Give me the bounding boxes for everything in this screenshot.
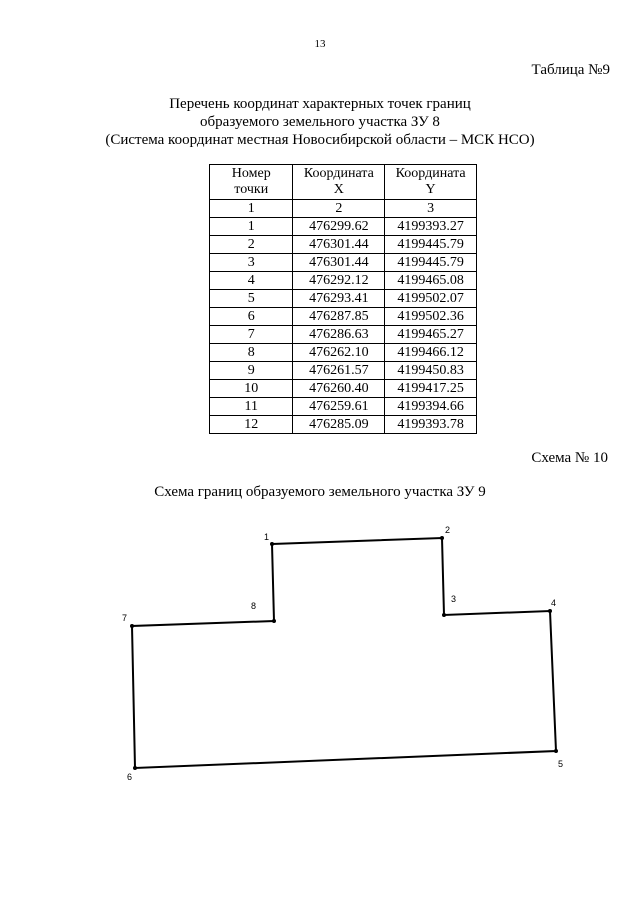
table-row <box>210 218 477 236</box>
vertex-point <box>442 613 446 617</box>
table-row <box>210 272 477 290</box>
vertex-label: 1 <box>264 532 270 542</box>
point-number-cell: 9 <box>210 362 293 380</box>
coordinate-x-cell: 476292.12 <box>293 272 385 290</box>
table-title-line: (Система координат местная Новосибирской области – МСК НСО) <box>105 132 535 148</box>
coordinate-x-cell: 476286.63 <box>293 326 385 344</box>
coordinate-y-cell: 4199450.83 <box>385 362 477 380</box>
vertex-label: 4 <box>551 598 557 608</box>
vertex-point <box>133 766 137 770</box>
coordinate-x-cell: 476260.40 <box>293 380 385 398</box>
table-row <box>210 362 477 380</box>
table-index-row <box>210 200 477 218</box>
vertex-point <box>440 536 444 540</box>
vertex-point <box>270 542 274 546</box>
table-title <box>0 95 640 149</box>
point-number-cell: 11 <box>210 398 293 416</box>
table-row <box>210 308 477 326</box>
point-number-cell: 8 <box>210 344 293 362</box>
vertex-point <box>554 749 558 753</box>
vertex-label: 3 <box>451 594 457 604</box>
header-coordinate-y: Координата Y <box>385 165 477 200</box>
vertex-label: 5 <box>558 759 564 769</box>
table-header-row <box>210 165 477 200</box>
point-number-cell: 10 <box>210 380 293 398</box>
index-cell: 1 <box>210 200 293 218</box>
coordinate-y-cell: 4199465.08 <box>385 272 477 290</box>
coordinate-x-cell: 476299.62 <box>293 218 385 236</box>
table-title-line: образуемого земельного участка ЗУ 8 <box>200 114 440 130</box>
point-number-cell: 12 <box>210 416 293 434</box>
table-row <box>210 326 477 344</box>
point-number-cell: 3 <box>210 254 293 272</box>
coordinate-y-cell: 4199417.25 <box>385 380 477 398</box>
index-cell: 2 <box>293 200 385 218</box>
page-number: 13 <box>314 38 326 50</box>
point-number-cell: 1 <box>210 218 293 236</box>
coordinate-y-cell: 4199502.07 <box>385 290 477 308</box>
coordinate-x-cell: 476261.57 <box>293 362 385 380</box>
vertex-point <box>548 609 552 613</box>
table-row <box>210 344 477 362</box>
coordinates-table <box>209 164 477 434</box>
coordinate-y-cell: 4199393.78 <box>385 416 477 434</box>
table-title-line: Перечень координат характерных точек границ <box>169 96 471 112</box>
table-label: Таблица №9 <box>531 62 610 78</box>
coordinate-y-cell: 4199465.27 <box>385 326 477 344</box>
coordinate-y-cell: 4199466.12 <box>385 344 477 362</box>
coordinate-x-cell: 476293.41 <box>293 290 385 308</box>
coordinate-y-cell: 4199502.36 <box>385 308 477 326</box>
point-number-cell: 2 <box>210 236 293 254</box>
coordinate-y-cell: 4199445.79 <box>385 254 477 272</box>
scheme-label: Схема № 10 <box>531 450 608 466</box>
vertex-label: 8 <box>251 601 257 611</box>
vertex-label: 7 <box>122 613 128 623</box>
vertex-label: 6 <box>127 772 133 782</box>
point-number-cell: 5 <box>210 290 293 308</box>
table-row <box>210 254 477 272</box>
header-point-number: Номер точки <box>210 165 293 200</box>
point-number-cell: 7 <box>210 326 293 344</box>
index-cell: 3 <box>385 200 477 218</box>
table-row <box>210 380 477 398</box>
scheme-title: Схема границ образуемого земельного участка ЗУ 9 <box>154 484 486 500</box>
vertex-point <box>130 624 134 628</box>
table-row <box>210 416 477 434</box>
coordinate-x-cell: 476262.10 <box>293 344 385 362</box>
coordinate-x-cell: 476287.85 <box>293 308 385 326</box>
point-number-cell: 6 <box>210 308 293 326</box>
header-coordinate-x: Координата X <box>293 165 385 200</box>
table-row <box>210 236 477 254</box>
coordinate-y-cell: 4199394.66 <box>385 398 477 416</box>
coordinate-y-cell: 4199393.27 <box>385 218 477 236</box>
table-row <box>210 290 477 308</box>
coordinate-x-cell: 476259.61 <box>293 398 385 416</box>
vertex-markers <box>130 536 558 770</box>
coordinate-y-cell: 4199445.79 <box>385 236 477 254</box>
boundary-scheme <box>110 520 580 800</box>
coordinate-x-cell: 476301.44 <box>293 254 385 272</box>
coordinate-x-cell: 476301.44 <box>293 236 385 254</box>
boundary-outline <box>132 538 556 768</box>
vertex-label: 2 <box>445 525 451 535</box>
vertex-point <box>272 619 276 623</box>
point-number-cell: 4 <box>210 272 293 290</box>
table-row <box>210 398 477 416</box>
coordinate-x-cell: 476285.09 <box>293 416 385 434</box>
